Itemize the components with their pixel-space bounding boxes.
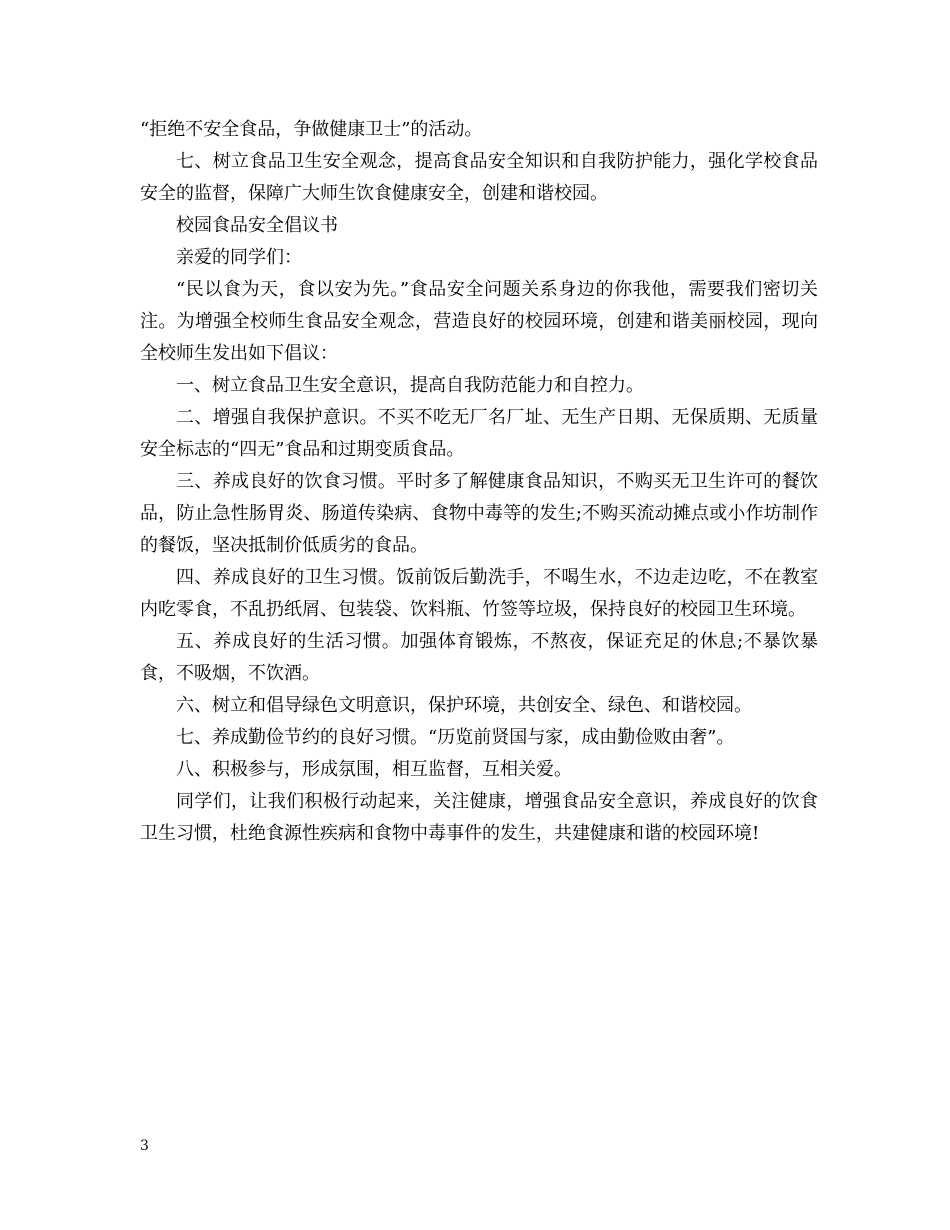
paragraph: “拒绝不安全食品，争做健康卫士”的活动。 <box>140 119 483 140</box>
paragraph: “民以食为天，食以安为先。”食品安全问题关系身边的你我他，需要我们密切关注。为增强全校师生食品安全观念，营造良好的校园环境，创建和谐美丽校园，现向全校师生发出如下倡议： <box>140 279 818 364</box>
list-item: 六、树立和倡导绿色文明意识，保护环境，共创安全、绿色、和谐校园。 <box>176 695 752 716</box>
paragraph: 七、树立食品卫生安全观念，提高食品安全知识和自我防护能力，强化学校食品安全的监督，保障广大师生饮食健康安全，创建和谐校园。 <box>140 151 818 204</box>
list-item: 二、增强自我保护意识。不买不吃无厂名厂址、无生产日期、无保质期、无质量安全标志的“四无”食品和过期变质食品。 <box>140 407 818 460</box>
page-number: 3 <box>140 1138 149 1154</box>
list-item: 三、养成良好的饮食习惯。平时多了解健康食品知识，不购买无卫生许可的餐饮品，防止急性肠胃炎、肠道传染病、食物中毒等的发生;不购买流动摊点或小作坊制作的餐饭，坚决抵制价低质劣的食品。 <box>140 471 818 556</box>
salutation: 亲爱的同学们： <box>176 247 302 268</box>
list-item: 八、积极参与，形成氛围，相互监督，互相关爱。 <box>176 759 572 780</box>
list-item: 四、养成良好的卫生习惯。饭前饭后勤洗手，不喝生水，不边走边吃，不在教室内吃零食，不乱扔纸屑、包装袋、饮料瓶、竹签等垃圾，保持良好的校园卫生环境。 <box>140 567 818 620</box>
section-title: 校园食品安全倡议书 <box>176 215 338 236</box>
document-body <box>140 114 818 850</box>
list-item: 七、养成勤俭节约的良好习惯。“历览前贤国与家，成由勤俭败由奢”。 <box>176 727 735 748</box>
list-item: 一、树立食品卫生安全意识，提高自我防范能力和自控力。 <box>176 375 644 396</box>
closing-paragraph: 同学们，让我们积极行动起来，关注健康，增强食品安全意识，养成良好的饮食卫生习惯，杜绝食源性疾病和食物中毒事件的发生，共建健康和谐的校园环境! <box>140 791 818 844</box>
list-item: 五、养成良好的生活习惯。加强体育锻炼，不熬夜，保证充足的休息;不暴饮暴食，不吸烟，不饮酒。 <box>140 631 818 684</box>
